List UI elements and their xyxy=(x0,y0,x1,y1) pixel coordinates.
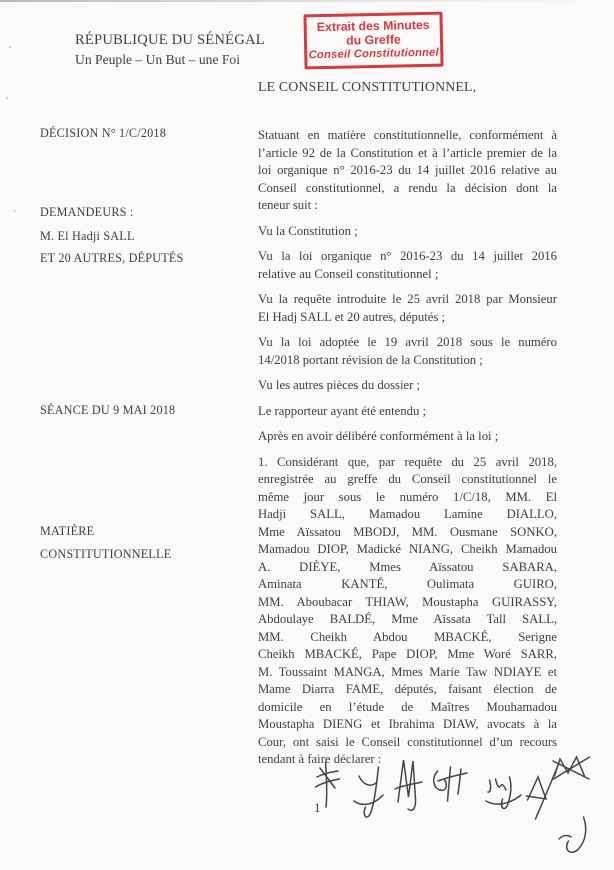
scan-speck xyxy=(6,97,8,99)
paragraph-line: MM. Aboubacar THIAW, Moustapha GUIRASSY, xyxy=(258,594,557,609)
stamp-line-2: du Greffe xyxy=(346,32,401,48)
paragraph-line: Vu la requête introduite le 25 avril 2018 par Monsieur xyxy=(258,292,557,306)
scan-speck xyxy=(14,210,16,212)
paragraph xyxy=(258,403,557,421)
letterhead xyxy=(75,31,265,69)
scan-speck xyxy=(9,46,11,48)
co-applicants-label: ET 20 AUTRES, DÉPUTÉS xyxy=(40,251,184,265)
paragraph-line: Hadji SALL, Mamadou Lamine DIALLO, xyxy=(258,507,557,521)
paragraph-line: 1. Considérant que, par requête du 25 avril 2018, xyxy=(258,454,557,469)
paragraph-line: Vu la loi adoptée le 19 avril 2018 sous le numéro xyxy=(258,335,557,349)
demandeurs-label: DEMANDEURS : xyxy=(40,205,134,219)
paragraph-line: MM. Cheikh Abdou MBACKÉ, Serigne xyxy=(258,629,557,644)
paragraph xyxy=(258,248,557,283)
paragraph xyxy=(258,223,557,241)
paragraph-line: Vu les autres pièces du dossier ; xyxy=(258,378,421,392)
paragraph-line: Vu la Constitution ; xyxy=(258,223,358,238)
stamp-line-3: Conseil Constitutionnel xyxy=(308,46,439,62)
paragraph-line: Le rapporteur ayant été entendu ; xyxy=(258,403,427,418)
paragraph-line: loi organique n° 2016-23 du 14 juillet 2016 relative au xyxy=(258,163,557,177)
paragraph-line: teneur suit : xyxy=(258,198,318,212)
paragraph-line: Statuant en matière constitutionnelle, conformément à xyxy=(258,128,557,142)
paragraph-line: l’article 92 de la Constitution et à l’article premier de la xyxy=(258,145,557,160)
matiere-label: MATIÈRE xyxy=(40,524,95,538)
paragraph-line: Abdoulaye BALDÉ, Mme Aïssata Tall SALL, xyxy=(258,612,557,626)
paragraph-line: domicile en l’étude de Maîtres Mouhamadou xyxy=(258,699,557,714)
paragraph-line: Mamadou DIOP, Madické NIANG, Cheikh Mamadou xyxy=(258,542,557,556)
paragraph-line: Cheikh MBACKÉ, Pape DIOP, Mme Woré SARR, xyxy=(258,647,557,661)
paragraph xyxy=(258,291,557,326)
paragraph-line: Moustapha DIENG et Ibrahima DIAW, avocats à la xyxy=(258,717,557,731)
seance-date-label: SÉANCE DU 9 MAI 2018 xyxy=(40,403,176,417)
paragraph xyxy=(258,428,557,446)
republic-title: RÉPUBLIQUE DU SÉNÉGAL xyxy=(75,32,265,48)
scan-edge-artifact xyxy=(0,0,614,2)
court-title: LE CONSEIL CONSTITUTIONNEL, xyxy=(258,79,477,94)
stamp xyxy=(303,12,443,70)
body-column xyxy=(258,127,557,777)
page-number: 1 xyxy=(314,800,321,815)
applicant-name-label: M. El Hadji SALL xyxy=(40,229,135,243)
paragraph-line: Après en avoir délibéré conformément à la loi ; xyxy=(258,429,499,443)
paragraph-line: M. Toussaint MANGA, Mmes Marie Taw NDIAYE et xyxy=(258,664,557,679)
national-motto: Un Peuple – Un But – une Foi xyxy=(75,51,241,67)
paragraph-line: Aminata KANTÉ, Oulimata GUIRO, xyxy=(258,577,557,591)
paragraph-line: relative au Conseil constitutionnel ; xyxy=(258,266,439,281)
paragraph-line: Conseil constitutionnel, a rendu la décision dont la xyxy=(258,180,557,195)
paragraph-line: Vu la loi organique n° 2016-23 du 14 juillet 2016 xyxy=(258,249,557,263)
paragraph-line: Mame Diarra FAME, députés, faisant élection de xyxy=(258,682,557,696)
paragraph-line: 14/2018 portant révision de la Constitution ; xyxy=(258,352,483,367)
paragraph-line: même jour sous le numéro 1/C/18, MM. El xyxy=(258,489,557,504)
paragraph-line: El Hadj SALL et 20 autres, députés ; xyxy=(258,309,445,324)
paragraph-line: Mme Aïssatou MBODJ, MM. Ousmane SONKO, xyxy=(258,524,557,539)
paragraph xyxy=(258,454,557,769)
paragraph-line: tendant à faire déclarer : xyxy=(258,752,382,766)
decision-number-label: DÉCISION N° 1/C/2018 xyxy=(40,126,167,140)
paragraph xyxy=(258,127,557,215)
stamp-line-1: Extrait des Minutes xyxy=(316,18,430,35)
paragraph-line: Cour, ont saisi le Conseil constitutionnel d’un recours xyxy=(258,734,557,749)
paragraph xyxy=(258,334,557,369)
paragraph xyxy=(258,377,557,395)
paragraph-line: enregistrée au greffe du Conseil constitutionnel le xyxy=(258,472,557,486)
paragraph-line: A. DIÈYE, Mmes Aïssatou SABARA, xyxy=(258,559,557,574)
constitutionnelle-label: CONSTITUTIONNELLE xyxy=(40,547,172,561)
